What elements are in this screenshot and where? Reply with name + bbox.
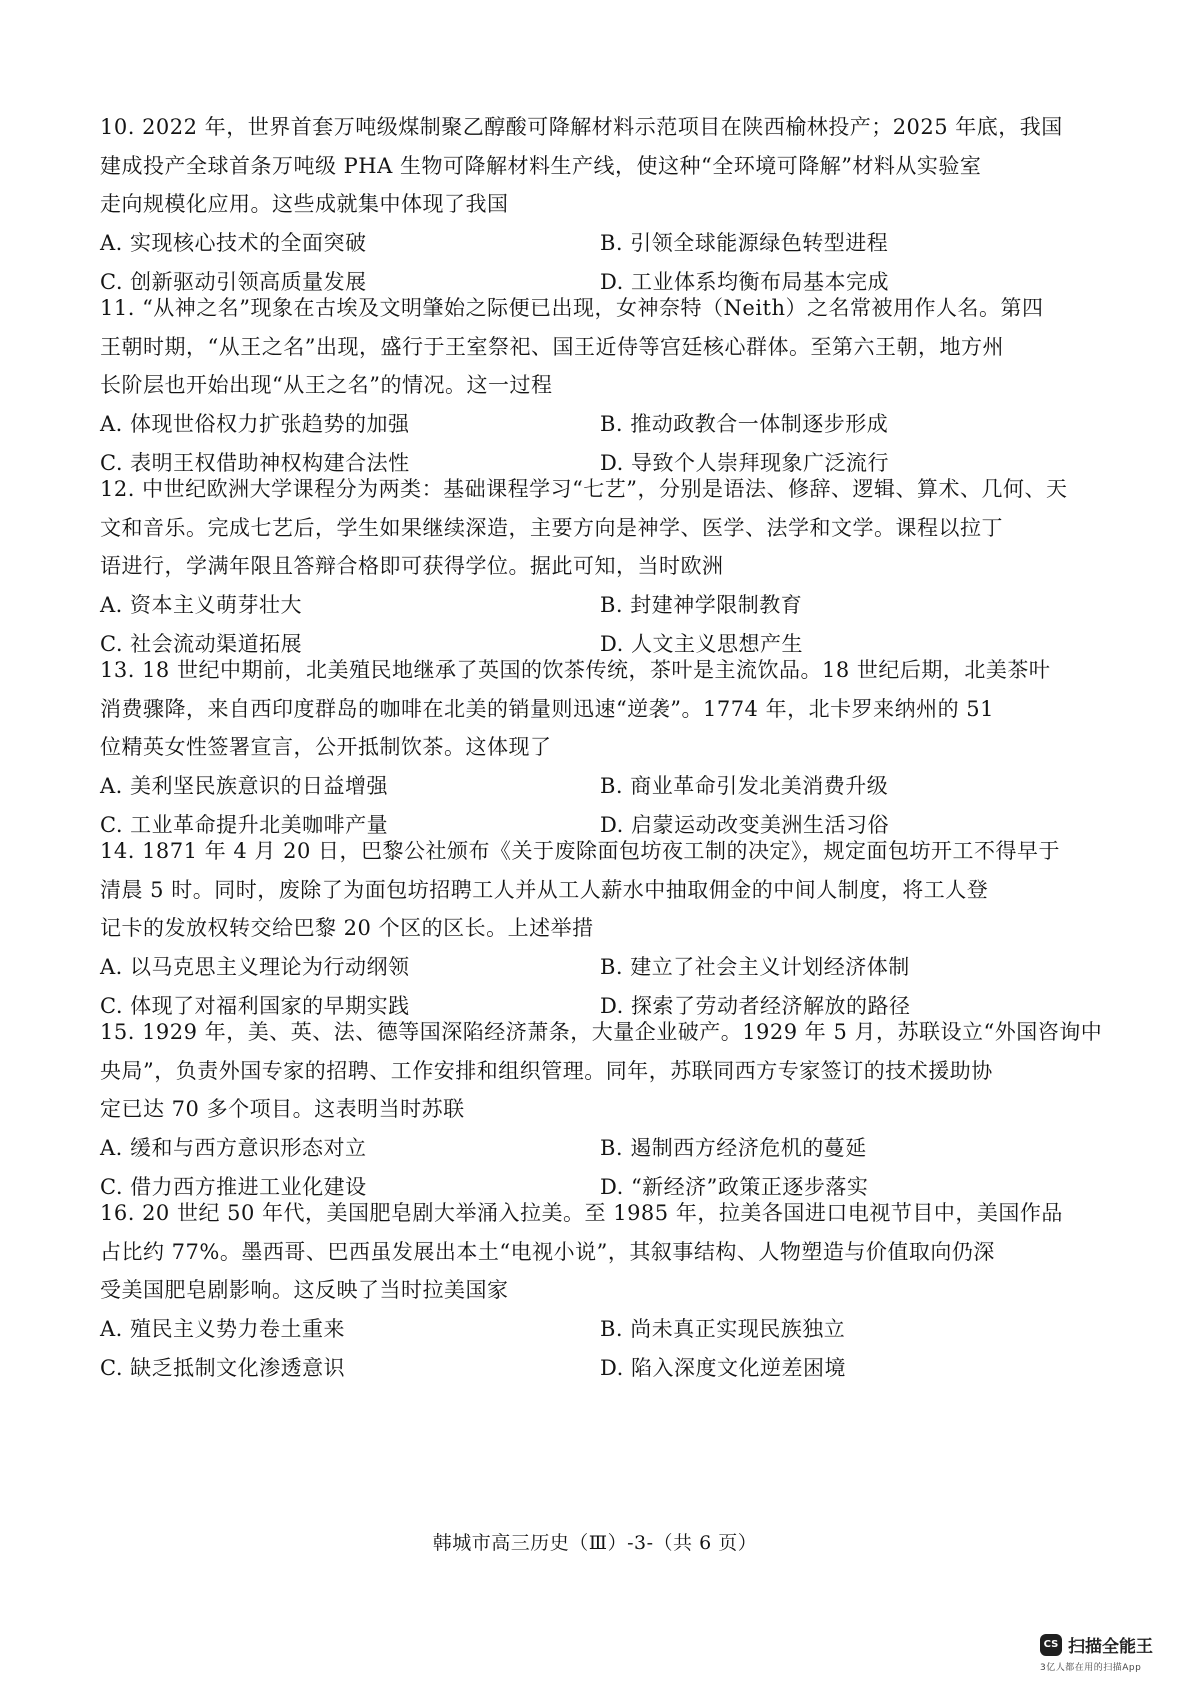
question-15 [100, 1013, 1103, 1206]
question-stem-line: 13. 18 世纪中期前，北美殖民地继承了英国的饮茶传统，茶叶是主流饮品。18 世纪后期，北美茶叶 [100, 658, 1051, 682]
option-b: B. 推动政教合一体制逐步形成 [600, 412, 889, 437]
question-stem-line: 15. 1929 年，美、英、法、德等国深陷经济萧条，大量企业破产。1929 年 5 月，苏联设立“外国咨询中 [100, 1020, 1103, 1044]
option-b: B. 尚未真正实现民族独立 [600, 1317, 846, 1342]
question-stem-line: 语进行，学满年限且答辩合格即可获得学位。据此可知，当时欧洲 [100, 554, 724, 579]
question-14 [100, 832, 1060, 1025]
question-stem-line: 央局”，负责外国专家的招聘、工作安排和组织管理。同年，苏联同西方专家签订的技术援助协 [100, 1058, 993, 1083]
option-c: C. 社会流动渠道拓展 [100, 631, 303, 656]
option-b: B. 建立了社会主义计划经济体制 [600, 955, 910, 980]
question-16 [100, 1194, 1063, 1387]
option-d: D. 启蒙运动改变美洲生活习俗 [600, 812, 889, 837]
question-stem-line: 长阶层也开始出现“从王之名”的情况。这一过程 [100, 373, 553, 398]
option-d: D. 导致个人崇拜现象广泛流行 [600, 450, 889, 475]
question-stem-line: 定已达 70 多个项目。这表明当时苏联 [100, 1097, 465, 1122]
scanner-watermark [1040, 1632, 1180, 1676]
option-c: C. 借力西方推进工业化建设 [100, 1174, 367, 1199]
question-stem-line: 王朝时期，“从王之名”出现，盛行于王室祭祀、国王近侍等宫廷核心群体。至第六王朝，地方州 [100, 334, 1004, 359]
option-d: D. 人文主义思想产生 [600, 631, 803, 656]
option-a: A. 实现核心技术的全面突破 [100, 231, 367, 256]
option-c: C. 体现了对福利国家的早期实践 [100, 993, 410, 1018]
option-c: C. 表明王权借助神权构建合法性 [100, 450, 410, 475]
option-a: A. 体现世俗权力扩张趋势的加强 [100, 412, 410, 437]
option-b: B. 封建神学限制教育 [600, 593, 803, 618]
question-stem-line: 文和音乐。完成七艺后，学生如果继续深造，主要方向是神学、医学、法学和文学。课程以拉丁 [100, 515, 1003, 540]
question-stem-line: 建成投产全球首条万吨级 PHA 生物可降解材料生产线，使这种“全环境可降解”材料从实验室 [100, 153, 982, 178]
option-d: D. 探索了劳动者经济解放的路径 [600, 993, 911, 1018]
question-stem-line: 受美国肥皂剧影响。这反映了当时拉美国家 [100, 1278, 509, 1303]
option-group [100, 1310, 1060, 1387]
option-b: B. 引领全球能源绿色转型进程 [600, 231, 889, 256]
option-d: D. “新经济”政策正逐步落实 [600, 1174, 869, 1199]
question-stem-line: 12. 中世纪欧洲大学课程分为两类：基础课程学习“七艺”，分别是语法、修辞、逻辑、算术、几何、天 [100, 477, 1068, 501]
question-13 [100, 651, 1060, 844]
question-stem-line: 11. “从神之名”现象在古埃及文明肇始之际便已出现，女神奈特（Neith）之名常被用作人名。第四 [100, 296, 1044, 320]
option-b: B. 商业革命引发北美消费升级 [600, 774, 889, 799]
option-c: C. 创新驱动引领高质量发展 [100, 269, 367, 294]
option-a: A. 以马克思主义理论为行动纲领 [100, 955, 410, 980]
question-stem-line: 10. 2022 年，世界首套万吨级煤制聚乙醇酸可降解材料示范项目在陕西榆林投产；2025 年底，我国 [100, 115, 1063, 139]
page-footer: 韩城市高三历史（Ⅲ）-3-（共 6 页） [432, 1532, 758, 1554]
option-c: C. 工业革命提升北美咖啡产量 [100, 812, 389, 837]
option-c: C. 缺乏抵制文化渗透意识 [100, 1355, 346, 1380]
question-11 [100, 289, 1060, 482]
option-a: A. 缓和与西方意识形态对立 [100, 1136, 367, 1161]
question-10 [100, 108, 1063, 301]
scanner-app-name: 扫描全能王 [1068, 1637, 1153, 1657]
question-stem-line: 16. 20 世纪 50 年代，美国肥皂剧大举涌入拉美。至 1985 年，拉美各国进口电视节目中，美国作品 [100, 1201, 1063, 1225]
option-b: B. 遏制西方经济危机的蔓延 [600, 1136, 867, 1161]
option-d: D. 陷入深度文化逆差困境 [600, 1355, 846, 1380]
question-stem-line: 走向规模化应用。这些成就集中体现了我国 [100, 192, 509, 217]
question-stem-line: 清晨 5 时。同时，废除了为面包坊招聘工人并从工人薪水中抽取佣金的中间人制度，将工人登 [100, 877, 989, 902]
question-stem-line: 14. 1871 年 4 月 20 日，巴黎公社颁布《关于废除面包坊夜工制的决定》，规定面包坊开工不得早于 [100, 839, 1060, 863]
scanner-tagline: 3亿人都在用的扫描App [1040, 1663, 1142, 1673]
option-d: D. 工业体系均衡布局基本完成 [600, 269, 889, 294]
question-stem-line: 消费骤降，来自西印度群岛的咖啡在北美的销量则迅速“逆袭”。1774 年，北卡罗来纳州的 51 [100, 696, 994, 721]
question-12 [100, 470, 1068, 663]
question-stem-line: 占比约 77%。墨西哥、巴西虽发展出本土“电视小说”，其叙事结构、人物塑造与价值取向仍深 [100, 1239, 995, 1264]
question-stem-line: 位精英女性签署宣言，公开抵制饮茶。这体现了 [100, 735, 552, 760]
scanner-logo-icon: CS [1040, 1634, 1062, 1656]
question-stem-line: 记卡的发放权转交给巴黎 20 个区的区长。上述举措 [100, 916, 594, 941]
option-a: A. 殖民主义势力卷土重来 [100, 1317, 346, 1342]
option-a: A. 资本主义萌芽壮大 [100, 593, 303, 618]
option-a: A. 美利坚民族意识的日益增强 [100, 774, 389, 799]
